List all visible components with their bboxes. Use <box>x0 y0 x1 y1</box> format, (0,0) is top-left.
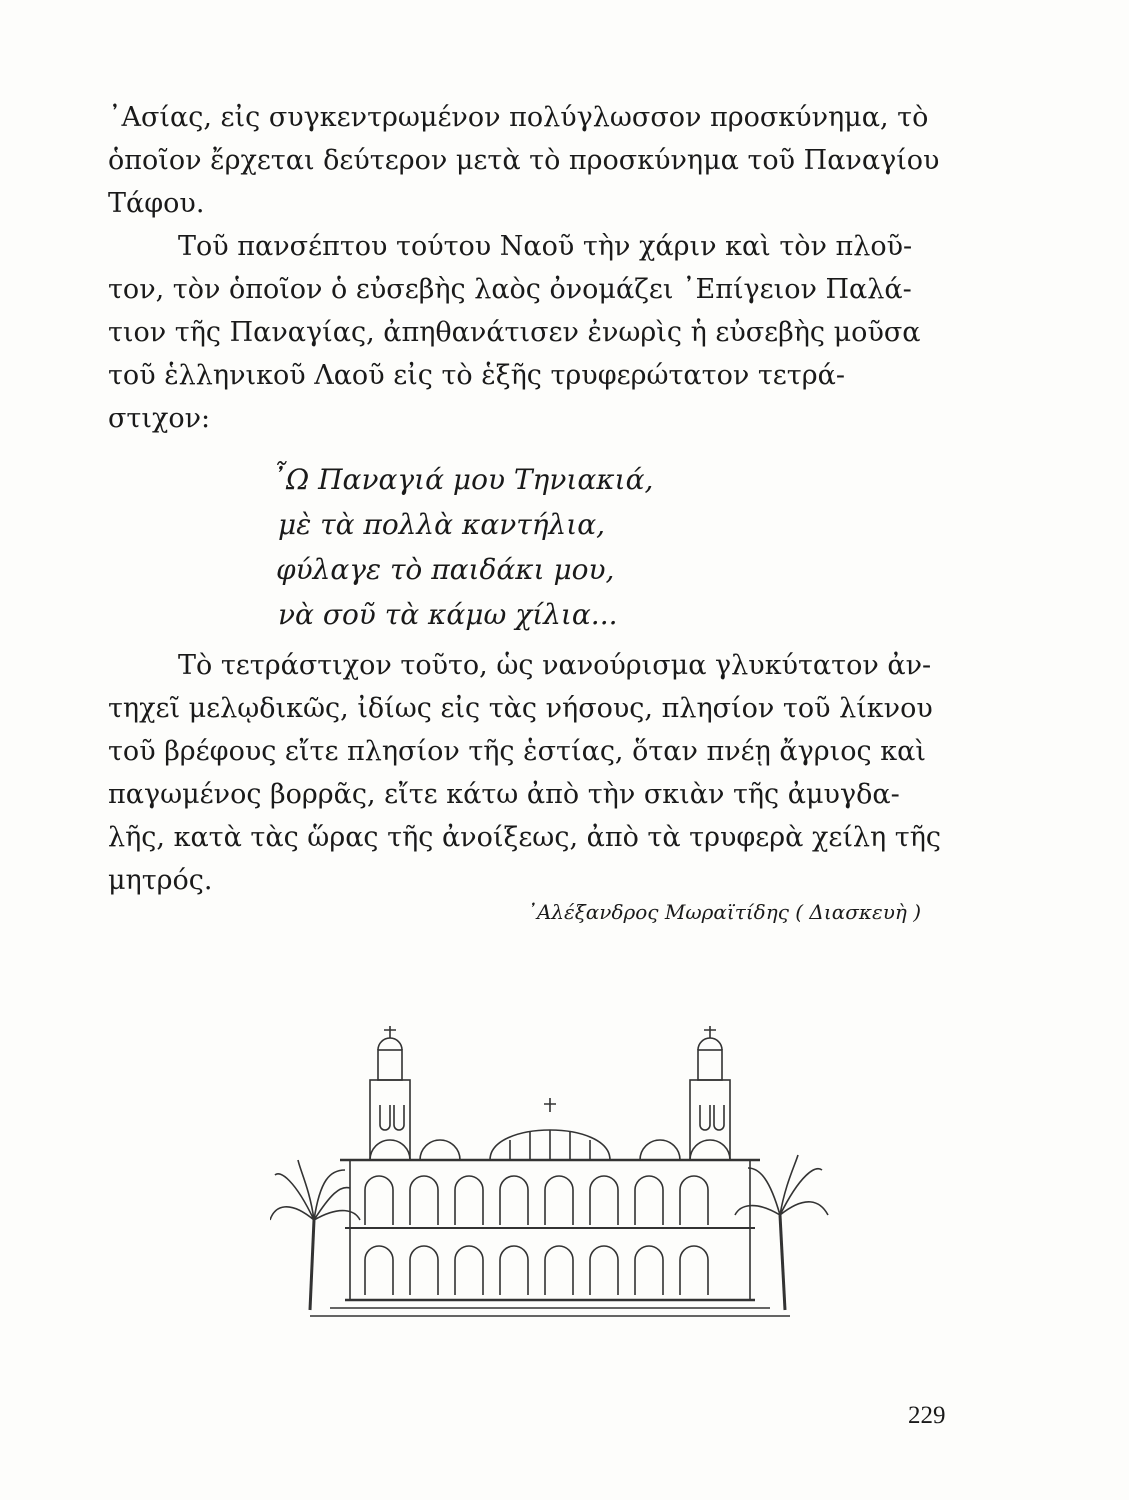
poem-quatrain <box>272 457 832 637</box>
author-attribution: ᾿Αλέξανδρος Μωραϊτίδης ( Διασκευὴ ) <box>526 900 921 924</box>
palm-tree-left-icon <box>270 1160 360 1310</box>
text-line: τον, τὸν ὁποῖον ὁ εὐσεβὴς λαὸς ὀνομάζει ᾿Επίγειον Παλά- <box>108 274 912 305</box>
poem-line: μὲ τὰ πολλὰ καντήλια, <box>278 508 606 541</box>
text-line: ᾿Ασίας, εἰς συγκεντρωμένον πολύγλωσσον προσκύνημα, τὸ <box>108 102 929 133</box>
paragraph-2 <box>108 225 948 440</box>
text-line: Τὸ τετράστιχον τοῦτο, ὡς νανούρισμα γλυκύτατον ἀν- <box>178 650 932 681</box>
page-number: 229 <box>908 1402 946 1429</box>
text-line: μητρός. <box>108 865 213 896</box>
paragraph-1 <box>108 96 948 225</box>
paragraph-3-text <box>108 644 948 902</box>
text-line: Τοῦ πανσέπτου τούτου Ναοῦ τὴν χάριν καὶ τὸν πλοῦ- <box>178 231 913 262</box>
text-line: τηχεῖ μελῳδικῶς, ἰδίως εἰς τὰς νήσους, πλησίον τοῦ λίκνου <box>108 693 933 724</box>
paragraph-3 <box>108 644 948 902</box>
text-line: τιον τῆς Παναγίας, ἀπηθανάτισεν ἐνωρὶς ἡ εὐσεβὴς μοῦσα <box>108 317 921 348</box>
text-line: τοῦ ἑλληνικοῦ Λαοῦ εἰς τὸ ἑξῆς τρυφερώτατον τετρά- <box>108 360 845 391</box>
text-line: Τάφου. <box>108 188 205 219</box>
paragraph-1-and-2 <box>108 96 948 440</box>
palm-tree-right-icon <box>735 1155 828 1310</box>
church-illustration <box>270 1020 830 1320</box>
text-line: τοῦ βρέφους εἴτε πλησίον τῆς ἑστίας, ὅταν πνέῃ ἄγριος καὶ <box>108 736 926 767</box>
poem-line: φύλαγε τὸ παιδάκι μου, <box>276 553 615 586</box>
text-line: παγωμένος βορρᾶς, εἴτε κάτω ἀπὸ τὴν σκιὰν τῆς ἀμυγδα- <box>108 779 900 810</box>
poem-line: νὰ σοῦ τὰ κάμω χίλια... <box>278 598 618 631</box>
text-line: ὁποῖον ἔρχεται δεύτερον μετὰ τὸ προσκύνημα τοῦ Παναγίου <box>108 145 940 176</box>
text-line: στιχον: <box>108 403 211 434</box>
text-line: λῆς, κατὰ τὰς ὥρας τῆς ἀνοίξεως, ἀπὸ τὰ τρυφερὰ χείλη τῆς <box>108 822 942 853</box>
poem-line: ῏Ω Παναγιά μου Τηνιακιά, <box>272 463 654 496</box>
